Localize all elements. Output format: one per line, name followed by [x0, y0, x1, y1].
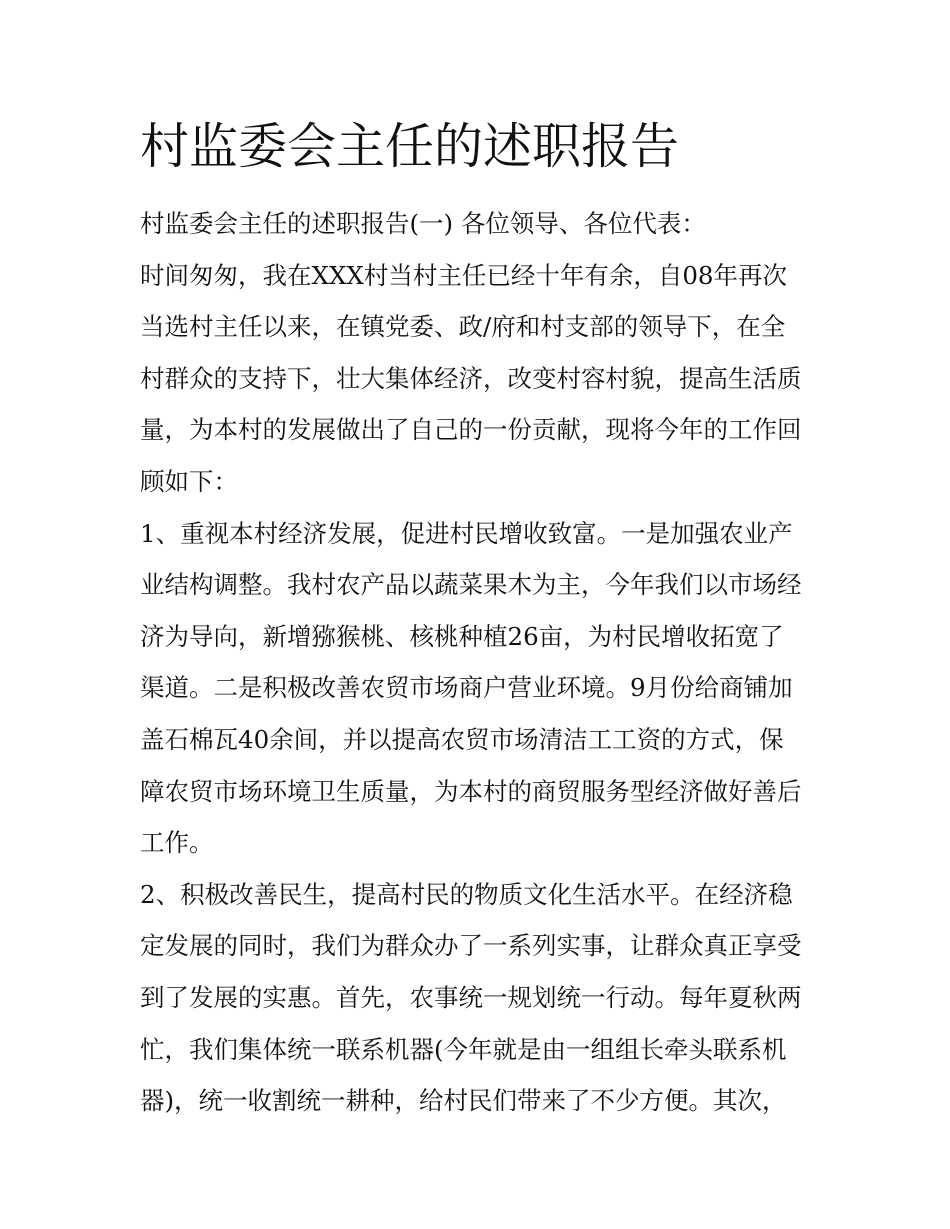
- body-line: 2、积极改善民生，提高村民的物质文化生活水平。在经济稳: [140, 879, 793, 909]
- body-line: 时间匆匆，我在XXX村当村主任已经十年有余，自08年再次: [140, 260, 787, 290]
- body-line: 顾如下：: [140, 466, 238, 496]
- body-line: 盖石棉瓦40余间，并以提高农贸市场清洁工工资的方式，保: [140, 724, 784, 754]
- body-line: 到了发展的实惠。首先，农事统一规划统一行动。每年夏秋两: [140, 982, 802, 1012]
- document-title: 村监委会主任的述职报告: [140, 118, 680, 175]
- body-line: 1、重视本村经济发展，促进村民增收致富。一是加强农业产: [140, 518, 793, 548]
- body-line: 定发展的同时，我们为群众办了一系列实事，让群众真正享受: [140, 931, 802, 961]
- body-line: 济为导向，新增猕猴桃、核桃种植26亩，为村民增收拓宽了: [140, 621, 784, 651]
- body-line: 渠道。二是积极改善农贸市场商户营业环境。9月份给商铺加: [140, 673, 793, 703]
- body-line: 障农贸市场环境卫生质量，为本村的商贸服务型经济做好善后: [140, 776, 802, 806]
- body-line: 工作。: [140, 828, 214, 858]
- body-line: 忙，我们集体统一联系机器(今年就是由一组组长牵头联系机: [140, 1034, 787, 1064]
- body-line: 量，为本村的发展做出了自己的一份贡献，现将今年的工作回: [140, 415, 802, 445]
- document-body: [140, 198, 820, 1127]
- body-line: 当选村主任以来，在镇党委、政/府和村支部的领导下，在全: [140, 312, 786, 342]
- body-line: 业结构调整。我村农产品以蔬菜果木为主，今年我们以市场经: [140, 570, 802, 600]
- body-line: 器)，统一收割统一耕种，给村民们带来了不少方便。其次，: [140, 1086, 787, 1116]
- body-line: 村监委会主任的述职报告(一) 各位领导、各位代表：: [140, 209, 706, 238]
- body-line: 村群众的支持下，壮大集体经济，改变村容村貌，提高生活质: [140, 363, 802, 393]
